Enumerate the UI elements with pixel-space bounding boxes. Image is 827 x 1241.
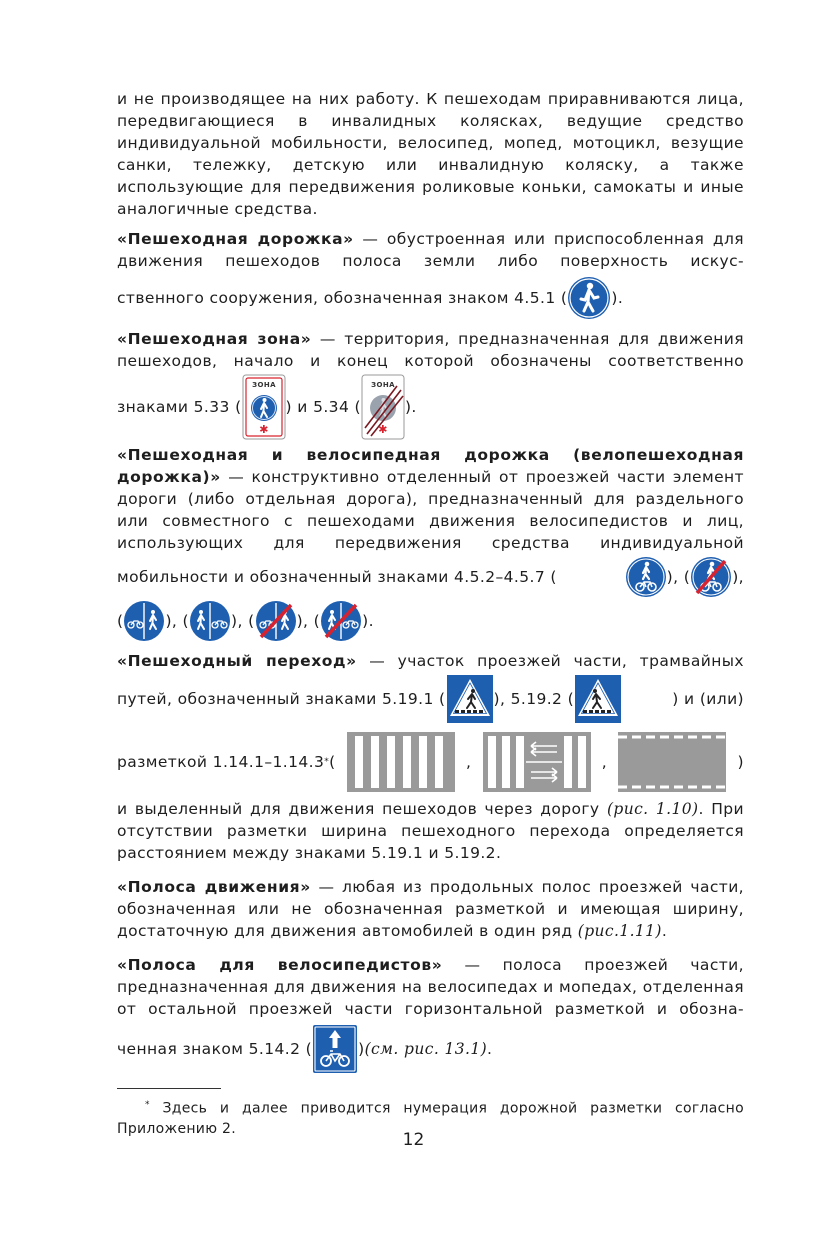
page-content	[117, 88, 744, 1139]
sign-4-5-7-end-pedestrian-bicycle-split-icon	[320, 600, 362, 642]
footnote-text: Здесь и далее приводится нумерация дорожной разметки согласно Приложению 2.	[117, 1100, 744, 1137]
marking-1-14-2-arrows-icon	[483, 732, 591, 792]
term-body-line: ), 5.19.2 (	[493, 690, 575, 708]
footnote-divider	[117, 1088, 221, 1089]
term-body-line: ченная знаком 5.14.2 (	[117, 1040, 313, 1058]
term-title: «Пешеходный переход»	[117, 652, 357, 670]
figure-reference: (рис.1.11)	[577, 922, 662, 940]
separator: ), (	[296, 612, 321, 630]
separator: )	[737, 753, 744, 771]
svg-text:✱: ✱	[378, 423, 388, 436]
zone-label: ЗОНА	[371, 381, 395, 389]
term-body-close: ).	[404, 398, 417, 416]
separator: ,	[466, 753, 472, 771]
sign-5-19-2-crosswalk-icon	[574, 674, 622, 724]
term-body: — любая из продольных полос проезжей части, обозначенная или не обозначенная разметкой и имеющая ширину, достаточную для движения автомобилей в один ряд	[117, 878, 744, 940]
separator: (	[117, 612, 124, 630]
term-body-line: мобильности и обозначенный знаками 4.5.2–4.5.7 (	[117, 568, 557, 586]
footnote-mark: *	[145, 1100, 150, 1110]
figure-reference: (рис. 1.10)	[606, 800, 699, 818]
sign-5-19-1-crosswalk-icon	[446, 674, 494, 724]
definition-perehod	[117, 650, 744, 864]
zone-label: ЗОНА	[251, 381, 276, 389]
footnote-mark: *	[324, 757, 330, 767]
sign-4-5-4-bicycle-pedestrian-split-icon	[123, 600, 165, 642]
term-title: «Пешеходная и велосипедная дорожка (велопешеходная дорожка)»	[117, 446, 744, 486]
definition-pesh-dorozhka	[117, 228, 744, 320]
separator: ), (	[165, 612, 190, 630]
term-title: «Пешеходная дорожка»	[117, 230, 354, 248]
term-title: «Полоса движения»	[117, 878, 311, 896]
term-body-close: ).	[362, 612, 374, 630]
sign-4-5-6-end-bicycle-pedestrian-split-icon	[255, 600, 297, 642]
sign-4-5-1-pedestrian-icon	[567, 276, 611, 320]
term-body-line: разметкой 1.14.1–1.14.3	[117, 753, 325, 771]
term-body-line: ) и (или)	[672, 690, 744, 708]
marking-1-14-3-dashed-icon	[618, 732, 726, 792]
term-body: — участок проезжей части, трамвайных	[356, 652, 744, 670]
term-body-line: ственного сооружения, обозначенная знаком 4.5.1 (	[117, 289, 568, 307]
figure-reference: (см. рис. 13.1)	[364, 1040, 488, 1058]
sign-5-34-zone-end-icon	[361, 374, 405, 440]
separator: ), (	[231, 612, 255, 630]
term-body: и выделенный для движения пешеходов через дорогу	[117, 800, 607, 818]
term-body-line: знаками 5.33 (	[117, 398, 242, 416]
term-body-line: путей, обозначенный знаками 5.19.1 (	[117, 690, 446, 708]
sign-5-33-zone-start-icon	[242, 374, 286, 440]
term-body: — территория, предназначенная для движения пешеходов, начало и конец которой обозначены соответственно	[117, 330, 744, 370]
definition-velo-polosa	[117, 954, 744, 1074]
term-title: «Полоса для велосипедистов»	[117, 956, 443, 974]
svg-text:✱: ✱	[258, 423, 269, 436]
term-title: «Пешеходная зона»	[117, 330, 312, 348]
term-body: — полоса проезжей части, предназначенная для движения на велосипедах и мопедах, отделенная от остальной проезжей части горизонтальной разметкой и обозна-	[117, 956, 744, 1018]
page-number: 12	[402, 1130, 425, 1150]
sign-4-5-3-end-pedestrian-bicycle-icon	[690, 556, 732, 598]
separator: ),	[732, 568, 744, 586]
term-body: — обустроенная или приспособленная для движения пешеходов полоса земли либо поверхность искус-	[117, 230, 744, 270]
term-body-close: )	[358, 1040, 365, 1058]
sign-4-5-5-pedestrian-bicycle-split-icon	[189, 600, 231, 642]
term-body-end: .	[487, 1040, 493, 1058]
sign-5-14-2-bicycle-lane-icon	[312, 1024, 358, 1074]
term-body-close: ).	[611, 289, 624, 307]
term-body-end: .	[661, 922, 668, 940]
term-body: — конструктивно отделенный от проезжей части элемент дороги (либо отдельная дорога), предназначенный для раздельного или совместного с пешеходами движения велосипедистов и лиц, использующих для передвижения средства индивидуальной	[117, 468, 744, 552]
definition-polosa	[117, 876, 744, 942]
separator: (	[329, 753, 336, 771]
separator: ,	[601, 753, 608, 771]
definition-velo-pesh	[117, 444, 744, 642]
separator: ), (	[666, 568, 691, 586]
marking-1-14-1-zebra-icon	[347, 732, 455, 792]
term-body-line: ) и 5.34 (	[285, 398, 361, 416]
definition-pesh-zona	[117, 328, 744, 440]
intro-paragraph: и не производящее на них работу. К пешеходам приравниваются лица, передвигающиеся в инвалидных колясках, ведущие средство индивидуальной мобильности, велосипед, мопед, мотоцикл, везущие санки, тележку, детскую или инвалидную коляску, а также использующие для передвижения роликовые коньки, самокаты и иные аналогичные средства.	[117, 90, 744, 218]
term-body: . При отсутствии разметки ширина пешеходного перехода определяется расстоянием между знаками 5.19.1 и 5.19.2.	[117, 800, 745, 862]
sign-4-5-2-pedestrian-bicycle-icon	[625, 556, 667, 598]
